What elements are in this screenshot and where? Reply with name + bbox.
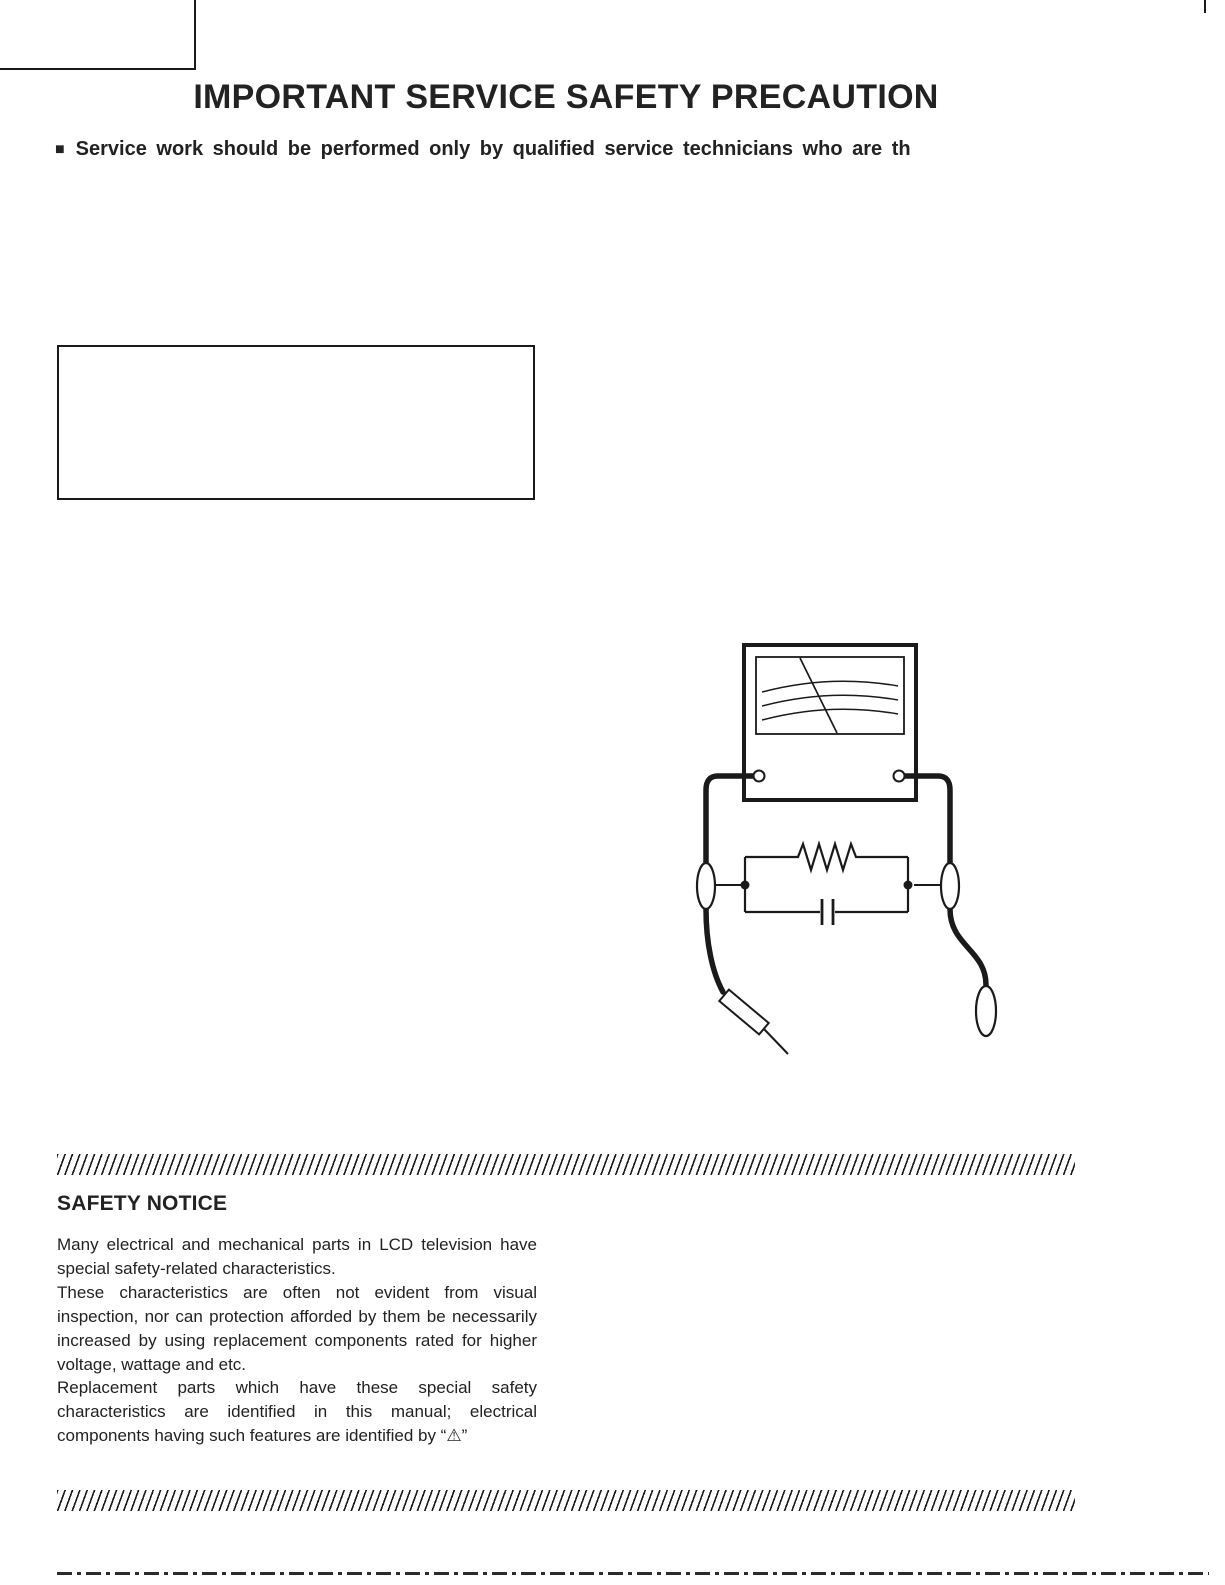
circuit-under-test: [741, 844, 913, 925]
probe-bottom-right: [976, 986, 996, 1036]
test-lead-left-lower: [706, 909, 723, 992]
meter-terminal-left: [754, 771, 765, 782]
safety-notice-body: [57, 1233, 537, 1448]
page-corner-mark: [0, 0, 196, 70]
hatched-divider-top: [57, 1154, 1075, 1175]
page-bottom-dashed-line: [57, 1572, 1209, 1575]
probes: [697, 863, 996, 1054]
hatched-divider-bottom: [57, 1490, 1075, 1511]
page-edge-tick: [1204, 0, 1206, 13]
blank-notice-box: [57, 345, 535, 500]
safety-notice-heading: SAFETY NOTICE: [57, 1192, 228, 1215]
page-title: IMPORTANT SERVICE SAFETY PRECAUTION: [193, 78, 939, 116]
resistor: [745, 844, 908, 870]
analog-meter: [744, 645, 916, 800]
service-note-line: [55, 138, 1065, 161]
test-lead-right: [904, 776, 950, 863]
test-lead-right-lower: [950, 909, 986, 985]
service-note-text: Service work should be performed only by qualified service technicians who are th: [75, 138, 911, 160]
safety-paragraph: These characteristics are often not evident from visual inspection, nor can protection afforded by them be necessarily increased by using replacement components rated for higher voltage, wattage and etc.: [57, 1282, 537, 1374]
meter-terminal-right: [894, 771, 905, 782]
probe-right: [941, 863, 959, 909]
safety-paragraph: Many electrical and mechanical parts in LCD television have special safety-related characteristics.: [57, 1235, 537, 1278]
safety-paragraph: Replacement parts which have these special safety characteristics are identified in this manual; electrical components having such features are identified by “⚠”: [57, 1378, 537, 1446]
capacitor: [822, 899, 833, 925]
square-bullet-icon: ■: [55, 141, 65, 158]
node-dot-right: [904, 881, 913, 890]
probe-left: [697, 863, 715, 909]
test-lead-left: [706, 776, 754, 863]
meter-measurement-diagram: [660, 630, 1020, 1070]
test-prod: [719, 990, 788, 1054]
